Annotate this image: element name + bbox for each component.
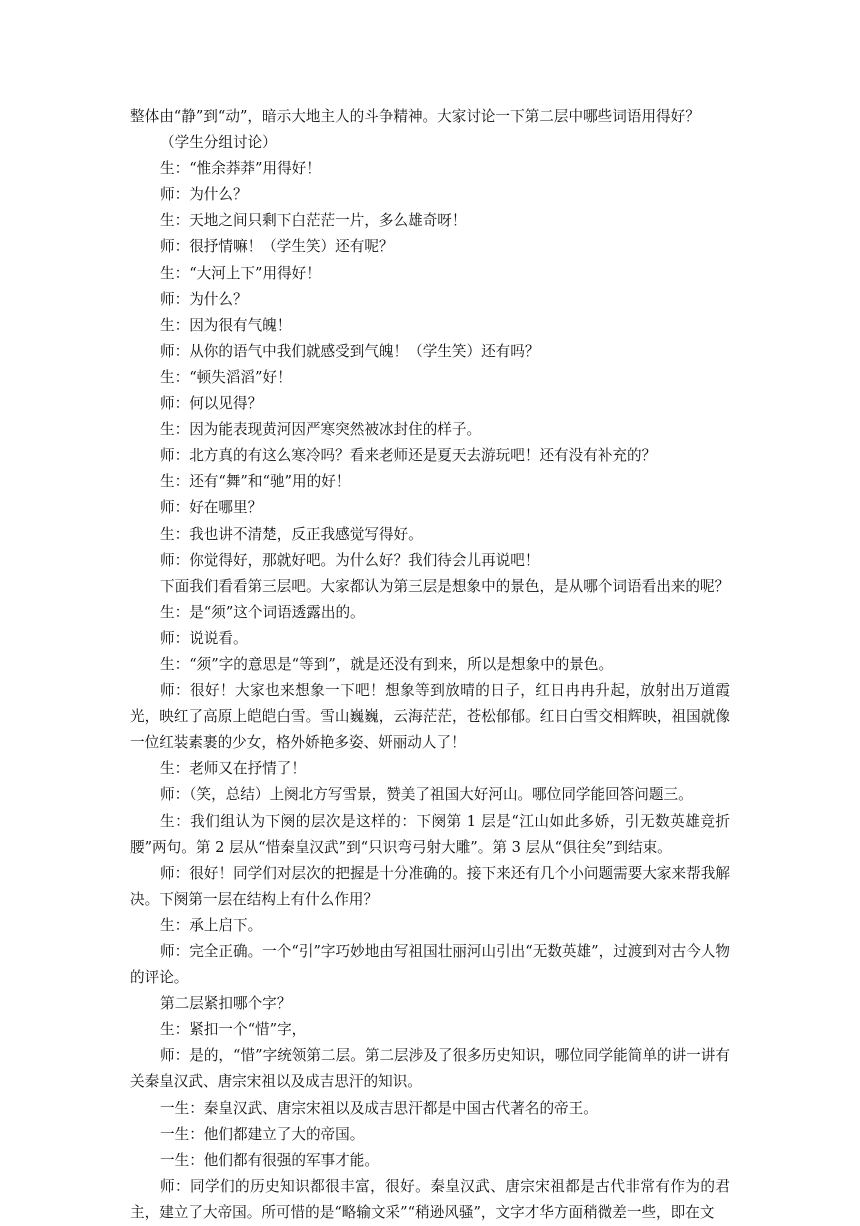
paragraph-teacher: 师：你觉得好，那就好吧。为什么好？我们待会儿再说吧！	[160, 551, 540, 569]
paragraph-student: 一生：他们都建立了大的帝国。	[160, 1125, 365, 1143]
paragraph-stage-direction: （学生分组讨论）	[160, 134, 277, 152]
paragraph-student: 生：还有“舞”和“驰”用的好！	[160, 473, 351, 491]
paragraph-student: 生：“大河上下”用得好！	[160, 264, 321, 282]
paragraph-teacher: 师：完全正确。一个“引”字巧妙地由写祖国壮丽河山引出“无数英雄”，过渡到对古今人物的评论。	[130, 943, 730, 987]
paragraph-teacher: 师：说说看。	[160, 629, 248, 647]
document-page	[130, 104, 730, 1226]
paragraph-student: 生：是“须”这个词语透露出的。	[160, 603, 365, 621]
paragraph-teacher: 师：是的，“惜”字统领第二层。第二层涉及了很多历史知识，哪位同学能简单的讲一讲有关秦皇汉武、唐宗宋祖以及成吉思汗的知识。	[130, 1047, 730, 1091]
paragraph-student: 生：天地之间只剩下白茫茫一片，多么雄奇呀！	[160, 212, 467, 230]
paragraph-student: 生：老师又在抒情了！	[160, 760, 306, 778]
paragraph-student: 生：我也讲不清楚，反正我感觉写得好。	[160, 525, 423, 543]
paragraph-student: 生：因为能表现黄河因严寒突然被冰封住的样子。	[160, 421, 482, 439]
paragraph-student: 生：因为很有气魄！	[160, 316, 292, 334]
paragraph-student: 生：“顿失滔滔”好！	[160, 368, 292, 386]
paragraph-teacher: 师：为什么？	[160, 290, 248, 308]
paragraph-narration: 第二层紧扣哪个字？	[160, 995, 292, 1013]
paragraph-student: 生：我们组认为下阕的层次是这样的：下阕第 1 层是“江山如此多娇，引无数英雄竞折腰”两句。第 2 层从“惜秦皇汉武”到“只识弯弓射大雕”。第 3 层从“俱往矣”到结束。	[130, 812, 730, 856]
paragraph-student: 一生：他们都有很强的军事才能。	[160, 1151, 379, 1169]
paragraph-student: 生：紧扣一个“惜”字，	[160, 1021, 307, 1039]
paragraph-teacher: 师：北方真的有这么寒冷吗？看来老师还是夏天去游玩吧！还有没有补充的？	[160, 447, 657, 465]
paragraph-teacher: 师：同学们的历史知识都很丰富，很好。秦皇汉武、唐宗宋祖都是古代非常有作为的君主，建立了大帝国。所可惜的是“略输文采”“稍逊风骚”，文字才华方面稍微差一些，即在文	[130, 1177, 730, 1221]
paragraph-teacher: 师：很好！同学们对层次的把握是十分准确的。接下来还有几个小问题需要大家来帮我解决。下阕第一层在结构上有什么作用？	[130, 864, 730, 908]
paragraph-teacher: 师：为什么？	[160, 186, 248, 204]
paragraph-student: 生：承上启下。	[160, 916, 263, 934]
paragraph-student: 生：“须”字的意思是“等到”，就是还没有到来，所以是想象中的景色。	[160, 655, 614, 673]
paragraph-student: 一生：秦皇汉武、唐宗宋祖以及成吉思汗都是中国古代著名的帝王。	[160, 1099, 598, 1117]
paragraph-teacher: 师：好在哪里？	[160, 499, 263, 517]
paragraph-teacher: 师：很好！大家也来想象一下吧！想象等到放晴的日子，红日冉冉升起，放射出万道霞光，映红了高原上皑皑白雪。雪山巍巍，云海茫茫，苍松郁郁。红日白雪交相辉映，祖国就像一位红装素裹的少女，格外娇艳多姿、妍丽动人了！	[130, 682, 730, 752]
paragraph-continuation: 整体由“静”到“动”，暗示大地主人的斗争精神。大家讨论一下第二层中哪些词语用得好？	[130, 108, 700, 125]
paragraph-teacher: 师：（笑，总结）上阕北方写雪景，赞美了祖国大好河山。哪位同学能回答问题三。	[160, 786, 693, 804]
paragraph-teacher: 师：何以见得？	[160, 395, 263, 413]
paragraph-teacher: 师：从你的语气中我们就感受到气魄！（学生笑）还有吗？	[160, 342, 540, 360]
paragraph-narration: 下面我们看看第三层吧。大家都认为第三层是想象中的景色，是从哪个词语看出来的呢？	[160, 577, 730, 595]
paragraph-student: 生：“惟余莽莽”用得好！	[160, 160, 321, 178]
paragraph-teacher: 师：很抒情嘛！（学生笑）还有呢？	[160, 238, 394, 256]
